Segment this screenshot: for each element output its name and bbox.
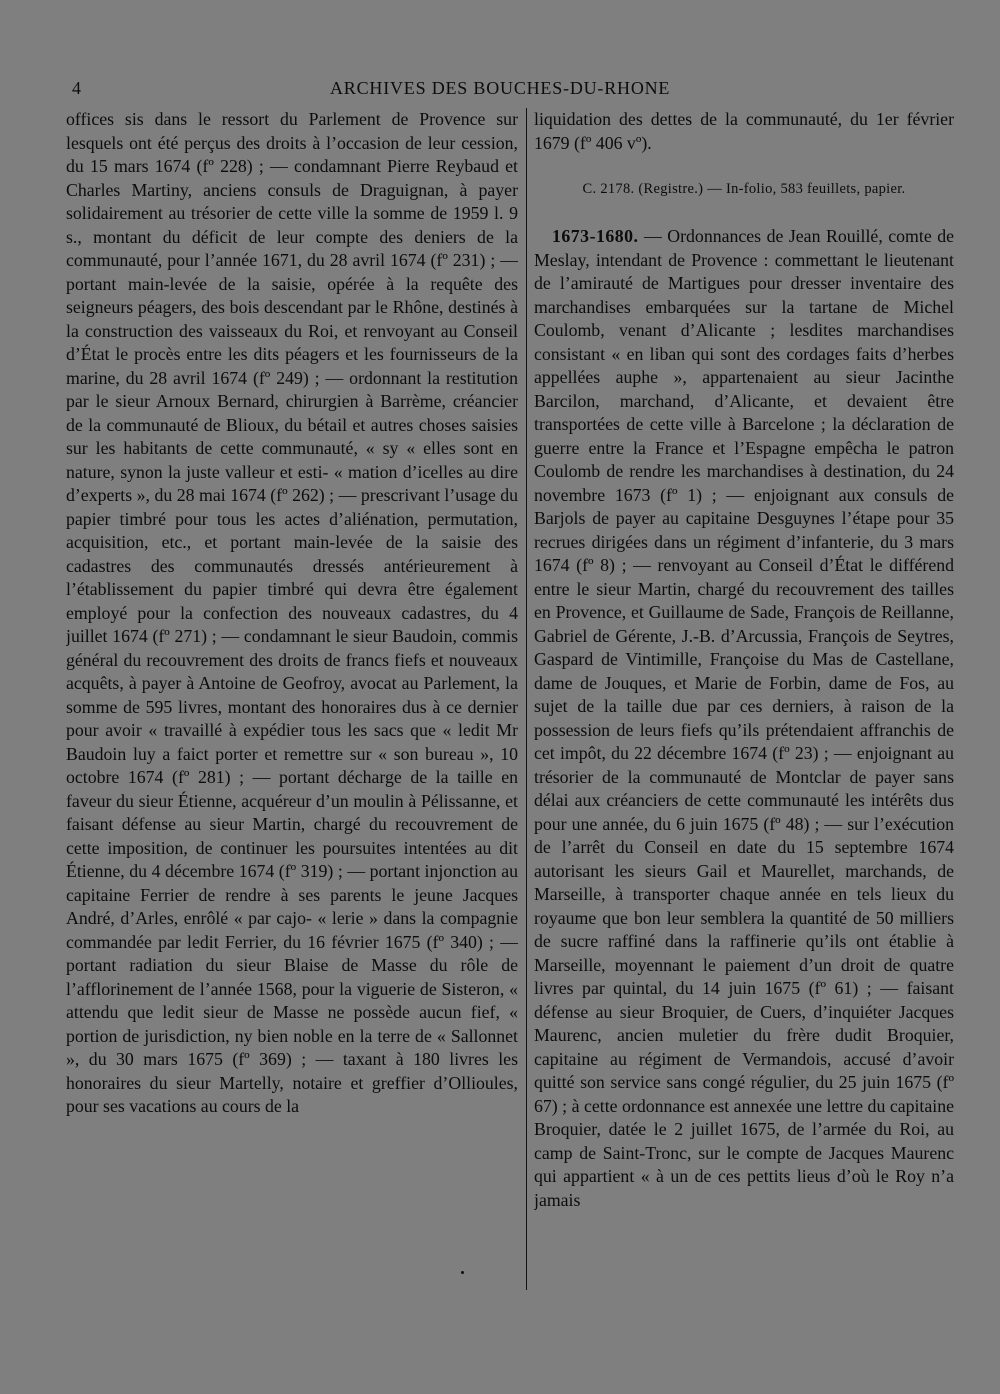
left-column-text: offices sis dans le ressort du Parlement de Provence sur lesquels ont été perçus des droits à l’occasion de leur cession, du 15 mars 1674 (fº 228) ; — condamnant Pierre Reybaud et Charles Martiny, anciens consuls de Draguignan, à payer solidairement au trésorier de cette ville la somme de 1959 l. 9 s., montant du déficit de leur compte des deniers de la communauté, pour l’année 1671, du 28 avril 1674 (fº 231) ; — portant main-levée de la saisie, opérée à la requête des seigneurs péagers, des bois descendant par le Rhône, destinés à la construction des vaisseaux du Roi, et renvoyant au Conseil d’État le procès entre les dits péagers et les fournisseurs de la marine, du 28 avril 1674 (fº 249) ; — ordonnant la restitution par le sieur Arnoux Bernard, chirurgien à Barrème, créancier de la communauté de Blioux, du bétail et autres choses saisies sur les habitants de cette communauté, « sy « elles sont en nature, synon la juste valleur et esti- « mation d’icelles au dire d’experts », du 28 mai 1674 (fº 262) ; — prescrivant l’usage du papier timbré pour tous les actes d’aliénation, permutation, acquisition, etc., et portant main-levée de la saisie des cadastres des communautés dressés antérieurement à l’établissement du papier timbré qui devra être également employé pour la confection des nouveaux cadastres, du 4 juillet 1674 (fº 271) ; — condamnant le sieur Baudoin, commis général du recouvrement des droits de francs fiefs et nouveaux acquêts, à payer à Antoine de Geofroy, avocat au Parlement, la somme de 595 livres, montant des honoraires dus à ce dernier pour avoir « travaillé à expédier tous les sacs que « ledit Mr Baudoin luy a faict porter et remettre sur « son bureau », 10 octobre 1674 (fº 281) ; — portant décharge de la taille en faveur du sieur Étienne, acquéreur d’un moulin à Pélissanne, et faisant défense au sieur Martin, chargé du recouvrement de cette imposition, de continuer les poursuites intentées au dit Étienne, du 4 décembre 1674 (fº 319) ; — portant injonction au capitaine Ferrier de rendre à ses parents le jeune Jacques André, d’Arles, enrôlé « par cajo- « lerie » dans la compagnie commandée par ledit Ferrier, du 16 février 1675 (fº 340) ; — portant radiation du sieur Blaise de Masse du rôle de l’afflorinement de l’année 1568, pour la viguerie de Sisteron, « attendu que ledit sieur de Masse ne possède aucun fief, « portion de jurisdiction, ny bien noble en la terre de « Sallonnet », du 30 mars 1675 (fº 369) ; — taxant à 180 livres les honoraires du sieur Martelly, notaire et greffier d’Ollioules, pour ses vacations au cours de la: [66, 109, 518, 1116]
page-number: 4: [72, 78, 82, 98]
entry-text: — Ordonnances de Jean Rouillé, comte de Meslay, intendant de Provence : commettant le lieutenant de l’amirauté de Martigues pour dresser inventaire des marchandises embarquées sur la tartane de Michel Coulomb, venant d’Alicante ; lesdites marchandises consistant « en liban qui sont des cordages faits d’herbes appellées auphe », appartenaient au sieur Jacinthe Barcilon, marchand, d’Alicante, et devaient être transportées de cette ville à Barcelone ; la déclaration de guerre entre la France et l’Espagne empêcha le patron Coulomb de rendre les marchandises à destination, du 24 novembre 1673 (fº 1) ; — enjoignant aux consuls de Barjols de payer au capitaine Desguynes l’étape pour 35 recrues dirigées dans un régiment d’infanterie, du 3 mars 1674 (fº 8) ; — renvoyant au Conseil d’État le différend entre le sieur Martin, chargé du recouvrement des tailles en Provence, et Guillaume de Sade, François de Reillanne, Gabriel de Gérente, J.-B. d’Arcussia, François de Seytres, Gaspard de Vintimille, Françoise du Mas de Castellane, dame de Jouques, et Marie de Forbin, dame de Fos, au sujet de la taille due par ces derniers, à raison de la possession de leurs fiefs qu’ils prétendaient affranchis de cet impôt, du 22 décembre 1674 (fº 23) ; — enjoignant au trésorier de la communauté de Montclar de payer sans délai aux créanciers de cette communauté les intérêts dus pour une année, du 6 juin 1675 (fº 48) ; — sur l’exécution de l’arrêt du Conseil en date du 15 septembre 1674 autorisant les sieurs Gail et Maurellet, marchands, de Marseille, à transporter chaque année en tels lieux du royaume que bon leur semblera la quantité de 50 milliers de sucre raffiné dans la raffinerie qu’ils ont établie à Marseille, moyennant le paiement d’un droit de quatre livres par quintal, du 14 juin 1675 (fº 61) ; — faisant défense au sieur Broquier, de Cuers, d’inquiéter Jacques Maurenc, ancien muletier du frère dudit Broquier, capitaine au régiment de Vermandois, accusé d’avoir quitté son service sans congé régulier, du 25 juin 1675 (fº 67) ; à cette ordonnance est annexée une lettre du capitaine Broquier, datée le 2 juillet 1675, de l’armée du Roi, au camp de Saint-Tronc, sur le compte de Jacques Maurenc qui appartient « à un de ces pettits lieus d’où le Roy n’a jamais: [534, 226, 954, 1210]
right-column: [534, 108, 954, 1258]
catalog-note: C. 2178. (Registre.) — In-folio, 583 feuillets, papier.: [582, 181, 906, 197]
running-title: ARCHIVES DES BOUCHES-DU-RHONE: [330, 78, 671, 98]
page-header: [0, 78, 1000, 104]
continuation-text: liquidation des dettes de la communauté, du 1er février 1679 (fº 406 vº).: [534, 109, 954, 153]
entry-paragraph: [534, 225, 954, 1212]
entry-date: 1673-1680.: [552, 226, 639, 246]
left-column: [66, 108, 518, 1258]
column-divider: [526, 108, 527, 1290]
footer-mark: [461, 1271, 464, 1274]
